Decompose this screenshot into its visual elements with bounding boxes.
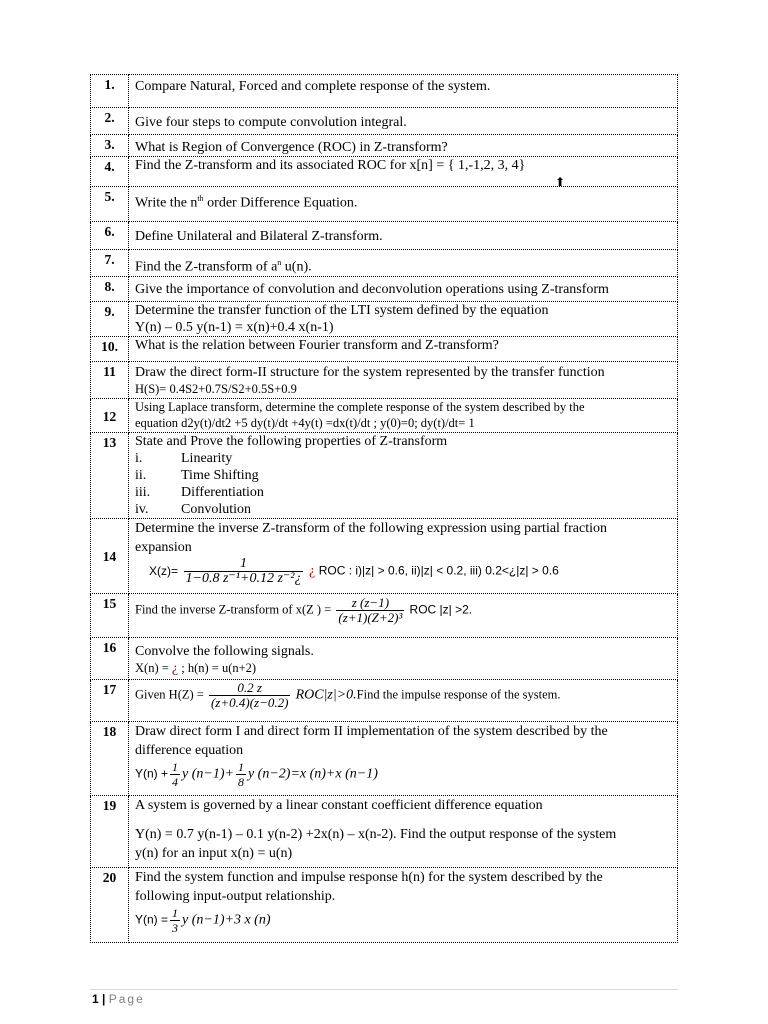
- question-number: 14: [91, 519, 129, 594]
- equation: y (n−2)=x (n)+x (n−1): [247, 766, 378, 782]
- question-text: [129, 433, 678, 519]
- question-row: [91, 680, 678, 722]
- question-line: Find the impulse response of the system.: [356, 687, 561, 702]
- question-line: A system is governed by a linear constant coefficient difference equation: [135, 798, 543, 813]
- list-label: Time Shifting: [181, 468, 259, 483]
- question-number: 18: [91, 722, 129, 796]
- property-list: [135, 450, 671, 518]
- fraction: [184, 557, 304, 586]
- list-marker: iv.: [135, 502, 149, 517]
- denominator: 1−0.8 z⁻¹+0.12 z⁻²¿: [185, 571, 302, 586]
- question-number: 13: [91, 433, 129, 519]
- question-number: 1.: [91, 75, 129, 108]
- list-label: Convolution: [181, 502, 252, 517]
- question-number: 20: [91, 868, 129, 943]
- question-row: [91, 868, 678, 943]
- numerator: 1: [172, 760, 179, 774]
- question-text-part: Write the n: [135, 195, 198, 211]
- question-number: 12: [91, 399, 129, 433]
- equation: ; h(n) = u(n+2): [178, 661, 257, 675]
- question-text: What is Region of Convergence (ROC) in Z-transform?: [129, 135, 678, 157]
- denominator: (z+0.4)(z−0.2): [210, 695, 289, 710]
- equation: equation d2y(t)/dt2 +5 dy(t)/dt +4y(t) =dx(t)/dt ; y(0)=0; dy(t)/dt= 1: [135, 416, 475, 430]
- question-row: [91, 222, 678, 250]
- list-label: Linearity: [181, 451, 233, 466]
- equation: Y(n) +: [135, 766, 169, 781]
- question-line: difference equation: [135, 743, 244, 758]
- list-item: [135, 450, 671, 467]
- question-text: [129, 187, 678, 222]
- roc-text: ROC : i)|z| > 0.6, ii)|z| < 0.2, iii) 0.2<¿|z| > 0.6: [318, 563, 559, 578]
- question-line: y(n) for an input x(n) = u(n): [135, 846, 293, 861]
- question-heading: State and Prove the following properties of Z-transform: [135, 434, 448, 449]
- footer-separator: |: [98, 992, 109, 1006]
- question-row: [91, 433, 678, 519]
- question-line: Y(n) = 0.7 y(n-1) – 0.1 y(n-2) +2x(n) – x(n-2). Find the output response of the system: [135, 827, 617, 842]
- roc-text: ROC |z| >2.: [409, 602, 473, 617]
- question-row: [91, 108, 678, 135]
- up-arrow-icon: ⬆: [555, 175, 566, 189]
- list-item: [135, 467, 671, 484]
- question-text: [129, 399, 678, 433]
- equation: y (n−1)+3 x (n): [182, 912, 271, 928]
- missing-glyph: ¿: [308, 563, 316, 579]
- equation: y (n−1)+: [182, 766, 234, 782]
- question-number: 16: [91, 638, 129, 680]
- list-marker: iii.: [135, 485, 151, 500]
- question-number: 9.: [91, 302, 129, 337]
- question-line: Given H(Z) =: [135, 687, 204, 702]
- question-number: 5.: [91, 187, 129, 222]
- equation: Y(n) – 0.5 y(n-1) = x(n)+0.4 x(n-1): [135, 320, 334, 335]
- question-row: [91, 135, 678, 157]
- numerator: 1: [172, 906, 179, 920]
- question-row: [91, 594, 678, 638]
- question-row: [91, 250, 678, 277]
- question-number: 15: [91, 594, 129, 638]
- page-number: 1: [92, 992, 99, 1006]
- denominator: 8: [237, 775, 244, 789]
- question-line: Draw the direct form-II structure for the system represented by the transfer function: [135, 365, 605, 380]
- question-line: Determine the inverse Z-transform of the following expression using partial fraction: [135, 521, 607, 536]
- question-text: [129, 722, 678, 796]
- question-row: [91, 362, 678, 399]
- question-row: [91, 187, 678, 222]
- question-line: Draw direct form I and direct form II implementation of the system described by the: [135, 724, 608, 739]
- numerator: 1: [240, 556, 247, 571]
- question-text: [129, 638, 678, 680]
- question-text: What is the relation between Fourier transform and Z-transform?: [129, 337, 678, 362]
- fraction: [236, 760, 246, 789]
- question-row: [91, 337, 678, 362]
- equation-lhs: X(z)=: [149, 563, 179, 578]
- question-text: [129, 680, 678, 722]
- question-number: 10.: [91, 337, 129, 362]
- question-number: 4.: [91, 157, 129, 187]
- question-row: [91, 157, 678, 187]
- question-row: [91, 302, 678, 337]
- list-marker: i.: [135, 451, 143, 466]
- question-number: 7.: [91, 250, 129, 277]
- fraction: [209, 681, 290, 710]
- fraction: [336, 596, 404, 625]
- footer-divider: [90, 989, 678, 990]
- denominator: 4: [172, 775, 179, 789]
- question-table: [90, 74, 678, 943]
- page-label: Page: [108, 992, 145, 1006]
- question-text: [129, 868, 678, 943]
- denominator: (z+1)(Z+2)³: [338, 610, 403, 625]
- question-row: [91, 638, 678, 680]
- question-number: 6.: [91, 222, 129, 250]
- question-number: 8.: [91, 277, 129, 302]
- list-item: [135, 484, 671, 501]
- numerator: 1: [237, 760, 244, 774]
- superscript: th: [197, 194, 204, 203]
- numerator: 0.2 z: [237, 680, 262, 695]
- question-line: Determine the transfer function of the LTI system defined by the equation: [135, 303, 549, 318]
- page-footer: [92, 992, 145, 1006]
- question-text-part: order Difference Equation.: [203, 195, 358, 211]
- question-row: [91, 277, 678, 302]
- list-item: [135, 501, 671, 518]
- equation: X(n) =: [135, 661, 172, 675]
- question-row: [91, 399, 678, 433]
- question-text: Define Unilateral and Bilateral Z-transform.: [129, 222, 678, 250]
- numerator: z (z−1): [351, 595, 390, 610]
- equation: Y(n) =: [135, 912, 169, 927]
- question-number: 3.: [91, 135, 129, 157]
- question-text: Compare Natural, Forced and complete response of the system.: [129, 75, 678, 108]
- equation: H(S)= 0.4S2+0.7S/S2+0.5S+0.9: [135, 382, 297, 396]
- question-number: 2.: [91, 108, 129, 135]
- question-text: [129, 362, 678, 399]
- question-number: 11: [91, 362, 129, 399]
- question-text: [129, 519, 678, 594]
- question-text: [129, 796, 678, 868]
- question-number: 17: [91, 680, 129, 722]
- question-text-part: u(n).: [281, 259, 312, 275]
- question-text: Give the importance of convolution and deconvolution operations using Z-transform: [129, 277, 678, 302]
- question-line: Convolve the following signals.: [135, 644, 314, 659]
- question-row: [91, 722, 678, 796]
- question-row: [91, 796, 678, 868]
- question-text-part: Find the Z-transform of a: [135, 259, 278, 275]
- question-line: Find the system function and impulse response h(n) for the system described by the: [135, 870, 603, 885]
- question-text: Find the Z-transform and its associated ROC for x[n] = { 1,-1,2, 3, 4}: [129, 157, 678, 187]
- question-number: 19: [91, 796, 129, 868]
- question-line: Find the inverse Z-transform of x(Z ) =: [135, 602, 332, 617]
- question-row: [91, 75, 678, 108]
- question-text: [129, 250, 678, 277]
- missing-glyph: ¿: [171, 661, 179, 676]
- denominator: 3: [172, 921, 179, 935]
- question-row: [91, 519, 678, 594]
- fraction: [170, 760, 180, 789]
- question-line: Using Laplace transform, determine the complete response of the system described by the: [135, 400, 585, 414]
- question-line: following input-output relationship.: [135, 889, 336, 904]
- roc-text: ROC|z|>0.: [295, 687, 357, 703]
- question-text: [129, 594, 678, 638]
- list-label: Differentiation: [181, 485, 264, 500]
- list-marker: ii.: [135, 468, 147, 483]
- question-text: [129, 302, 678, 337]
- question-line: expansion: [135, 540, 192, 555]
- superscript: n: [277, 258, 282, 267]
- question-text: Give four steps to compute convolution integral.: [129, 108, 678, 135]
- fraction: [170, 906, 180, 935]
